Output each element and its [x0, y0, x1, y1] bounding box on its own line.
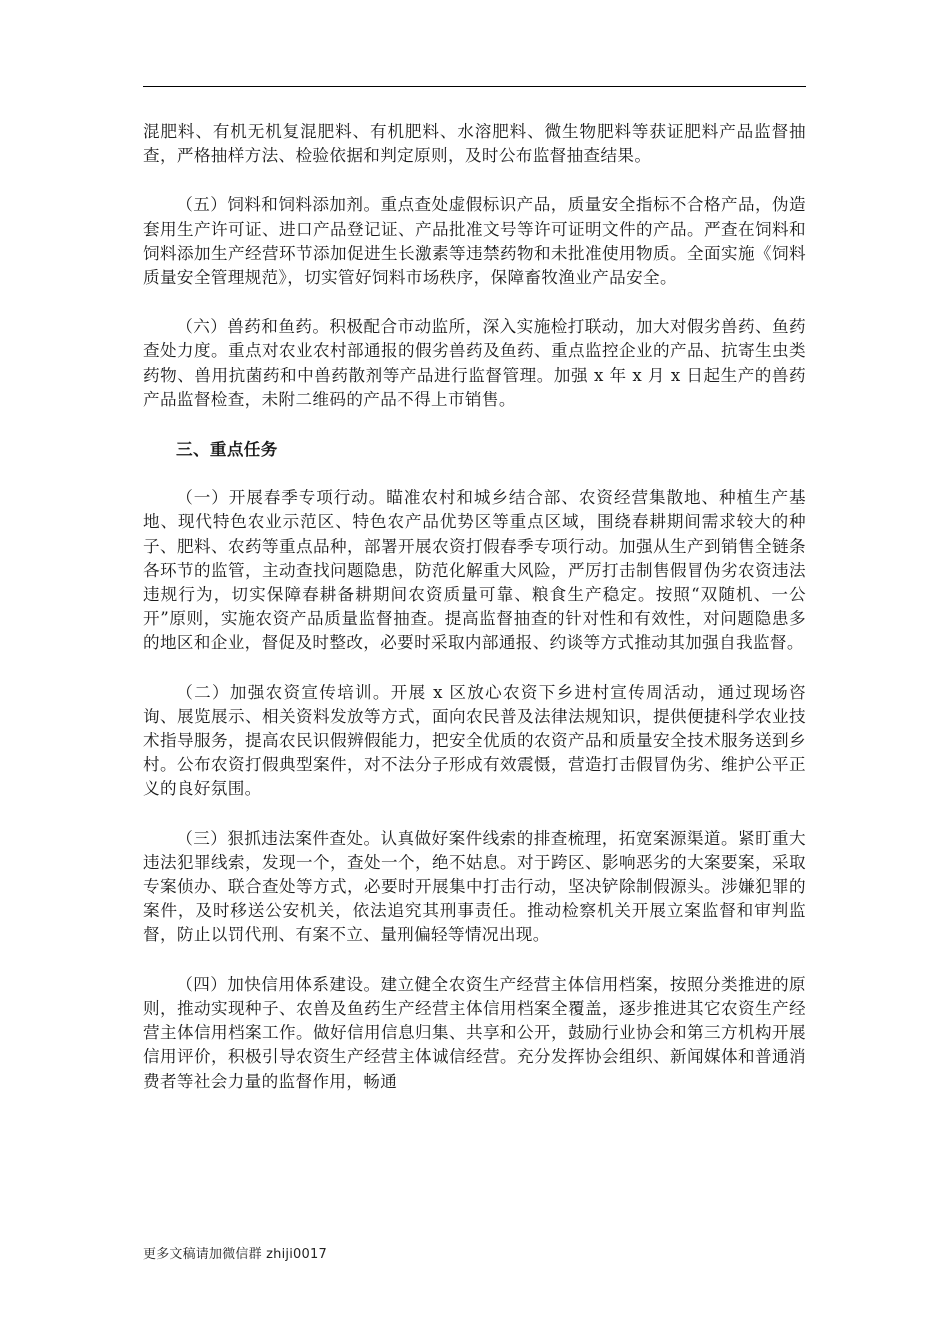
- paragraph-gap: [143, 168, 806, 193]
- paragraph-credit-system: （四）加快信用体系建设。建立健全农资生产经营主体信用档案，按照分类推进的原则，推动实现种子、农兽及鱼药生产经营主体信用档案全覆盖，逐步推进其它农资生产经营主体信用档案工作。做好信用信息归集、共享和公开，鼓励行业协会和第三方机构开展信用评价，积极引导农资生产经营主体诚信经营。充分发挥协会组织、新闻媒体和普通消费者等社会力量的监督作用，畅通: [143, 974, 806, 1091]
- header-rule: [143, 86, 806, 87]
- paragraph-case-investigation: （三）狠抓违法案件查处。认真做好案件线索的排查梳理，拓宽案源渠道。紧盯重大违法犯罪线索，发现一个，查处一个，绝不姑息。对于跨区、影响恶劣的大案要案，采取专案侦办、联合查处等方式，必要时开展集中打击行动，坚决铲除制假源头。涉嫌犯罪的案件，及时移送公安机关，依法追究其刑事责任。推动检察机关开展立案监督和审判监督，防止以罚代刑、有案不立、量刑偏轻等情况出现。: [143, 828, 806, 945]
- paragraph-gap: [143, 290, 806, 315]
- paragraph-spring-campaign: （一）开展春季专项行动。瞄准农村和城乡结合部、农资经营集散地、种植生产基地、现代特色农业示范区、特色农产品优势区等重点区域，围绕春耕期间需求较大的种子、肥料、农药等重点品种，部署开展农资打假春季专项行动。加强从生产到销售全链条各环节的监管，主动查找问题隐患，防范化解重大风险，严厉打击制售假冒伪劣农资违法违规行为，切实保障春耕备耕期间农资质量可靠、粮食生产稳定。按照“双随机、一公开”原则，实施农资产品质量监督抽查。提高监督抽查的针对性和有效性，对问题隐患多的地区和企业，督促及时整改，必要时采取内部通报、约谈等方式推动其加强自我监督。: [143, 488, 806, 653]
- section-heading-key-tasks: 三、重点任务: [176, 439, 278, 460]
- paragraph-veterinary-drugs: （六）兽药和鱼药。积极配合市动监所，深入实施检打联动，加大对假劣兽药、鱼药查处力度。重点对农业农村部通报的假劣兽药及鱼药、重点监控企业的产品、抗寄生虫类药物、兽用抗菌药和中兽药散剂等产品进行监督管理。加强 x 年 x 月 x 日起生产的兽药产品监督检查，未附二维码的产品不得上市销售。: [143, 317, 806, 409]
- paragraph-gap: [143, 802, 806, 827]
- paragraph-gap: [143, 412, 806, 437]
- paragraph-gap: [143, 948, 806, 973]
- paragraph-gap: [143, 461, 806, 486]
- footer-note: 更多文稿请加微信群 zhiji0017: [143, 1247, 327, 1262]
- paragraph-fertilizer-continued: 混肥料、有机无机复混肥料、有机肥料、水溶肥料、微生物肥料等获证肥料产品监督抽查，严格抽样方法、检验依据和判定原则，及时公布监督抽查结果。: [143, 122, 806, 166]
- paragraph-publicity-training: （二）加强农资宣传培训。开展 x 区放心农资下乡进村宣传周活动，通过现场咨询、展览展示、相关资料发放等方式，面向农民普及法律法规知识，提供便捷科学农业技术指导服务，提高农民识假辨假能力，把安全优质的农资产品和质量安全技术服务送到乡村。公布农资打假典型案件，对不法分子形成有效震慑，营造打击假冒伪劣、维护公平正义的良好氛围。: [143, 682, 806, 799]
- paragraph-feed-additives: （五）饲料和饲料添加剂。重点查处虚假标识产品，质量安全指标不合格产品，伪造套用生产许可证、进口产品登记证、产品批准文号等许可证明文件的产品。严查在饲料和饲料添加生产经营环节添加促进生长激素等违禁药物和未批准使用物质。全面实施《饲料质量安全管理规范》，切实管好饲料市场秩序，保障畜牧渔业产品安全。: [143, 195, 806, 288]
- paragraph-gap: [143, 656, 806, 681]
- document-body: [143, 120, 806, 1094]
